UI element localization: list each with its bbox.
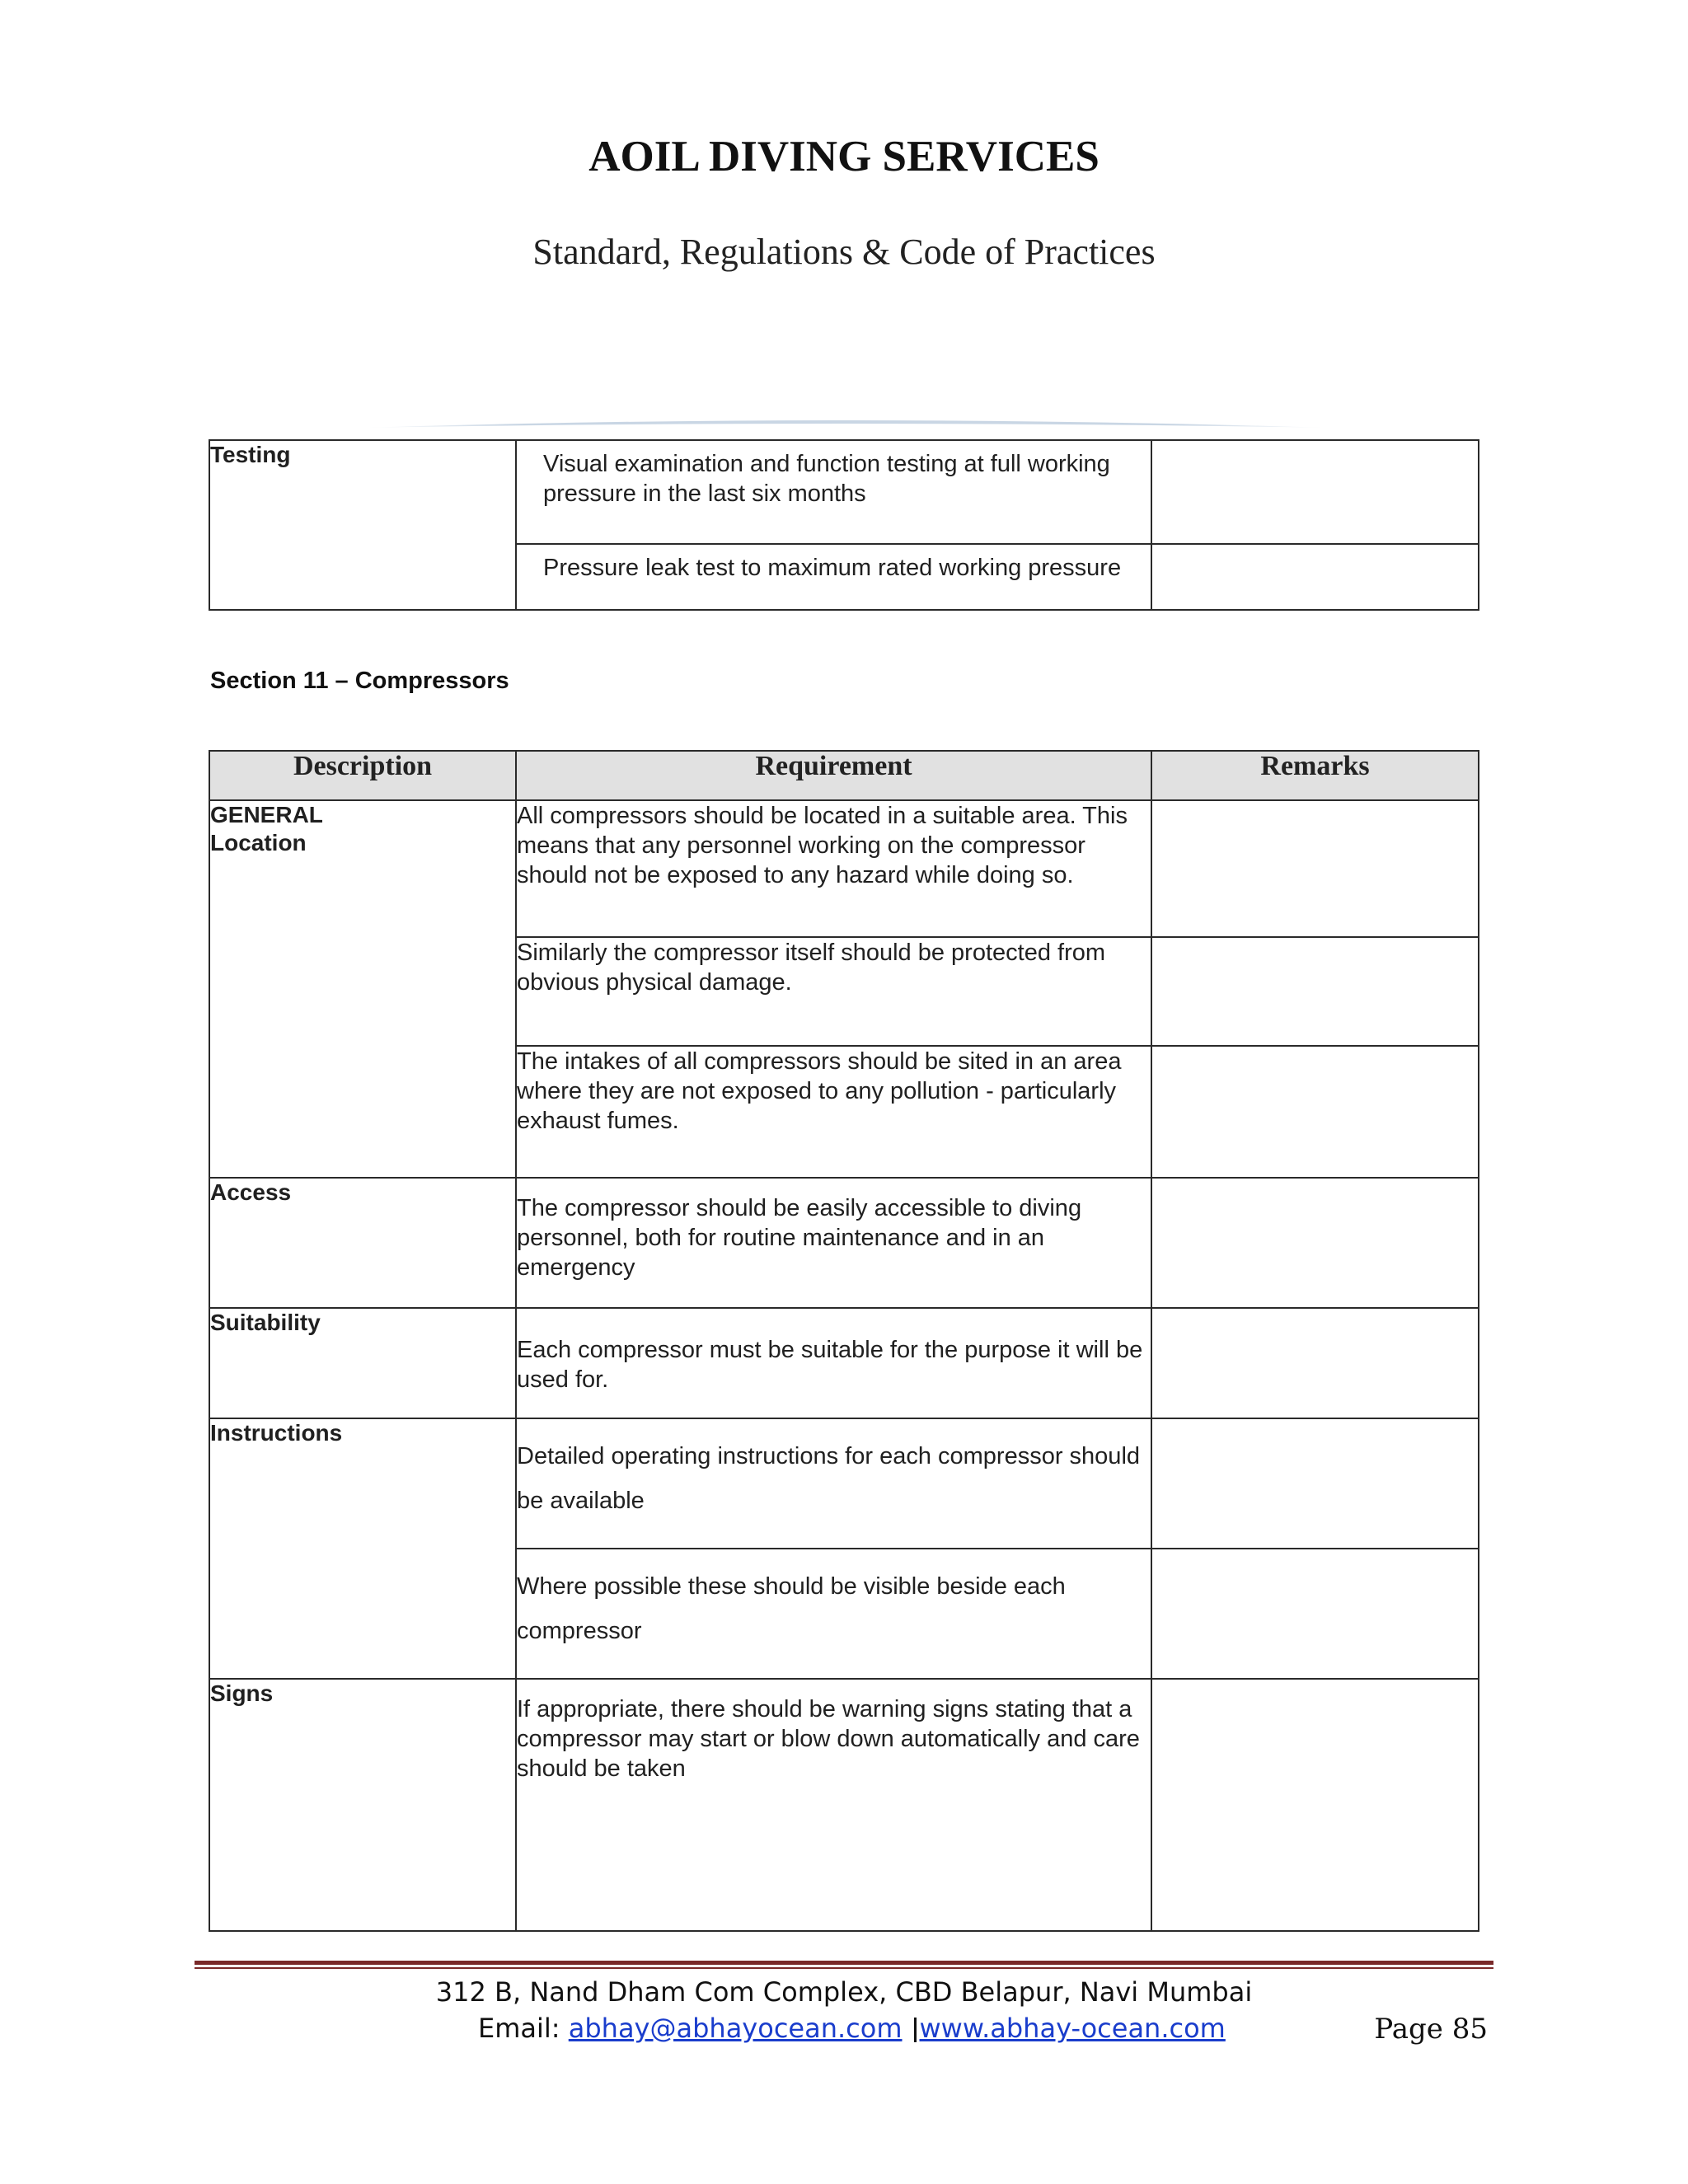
row-description-instructions: Instructions: [209, 1418, 516, 1679]
remarks-cell: [1151, 800, 1479, 937]
remarks-cell: [1151, 1679, 1479, 1931]
row-description-location: GENERAL Location: [209, 800, 516, 1178]
testing-description: Testing: [209, 440, 516, 610]
column-header-remarks: Remarks: [1151, 751, 1479, 800]
requirement-cell: All compressors should be located in a suitable area. This means that any personnel working on the compressor should not be exposed to any hazard while doing so.: [516, 800, 1151, 937]
footer-contact: [478, 2013, 1226, 2044]
requirement-cell: Similarly the compressor itself should be protected from obvious physical damage.: [516, 937, 1151, 1046]
document-subtitle: Standard, Regulations & Code of Practices: [532, 232, 1156, 272]
page-number: Page 85: [1374, 2013, 1488, 2046]
decorative-swoosh: [363, 416, 1327, 429]
email-link[interactable]: abhay@abhayocean.com: [568, 2013, 903, 2044]
remarks-cell: [1151, 1308, 1479, 1418]
column-header-requirement: Requirement: [516, 751, 1151, 800]
requirement-cell: Where possible these should be visible beside each compressor: [516, 1549, 1151, 1679]
requirement-cell: Detailed operating instructions for each compressor should be available: [516, 1418, 1151, 1549]
remarks-cell: [1151, 937, 1479, 1046]
remarks-cell: [1151, 1178, 1479, 1308]
requirement-cell: The intakes of all compressors should be sited in an area where they are not exposed to any pollution - particularly exhaust fumes.: [516, 1046, 1151, 1178]
remarks-cell: [1151, 1549, 1479, 1679]
footer-address: 312 B, Nand Dham Com Complex, CBD Belapur, Navi Mumbai: [435, 1976, 1253, 2008]
separator: [914, 2018, 917, 2042]
testing-requirement: Pressure leak test to maximum rated working pressure: [516, 544, 1151, 610]
email-label: Email:: [478, 2013, 560, 2044]
document-title: AOIL DIVING SERVICES: [588, 133, 1100, 180]
requirement-cell: Each compressor must be suitable for the purpose it will be used for.: [516, 1308, 1151, 1418]
testing-table: [209, 439, 1479, 611]
remarks-cell: [1151, 1046, 1479, 1178]
requirement-cell: The compressor should be easily accessible to diving personnel, both for routine maintenance and in an emergency: [516, 1178, 1151, 1308]
requirement-cell: If appropriate, there should be warning signs stating that a compressor may start or blow down automatically and care should be taken: [516, 1679, 1151, 1931]
column-header-description: Description: [209, 751, 516, 800]
row-description-suitability: Suitability: [209, 1308, 516, 1418]
footer-rule-thin: [195, 1967, 1493, 1969]
remarks-cell: [1151, 544, 1479, 610]
testing-requirement: Visual examination and function testing at full working pressure in the last six months: [516, 440, 1151, 544]
remarks-cell: [1151, 1418, 1479, 1549]
remarks-cell: [1151, 440, 1479, 544]
section-title: Section 11 – Compressors: [210, 668, 509, 694]
row-description-signs: Signs: [209, 1679, 516, 1931]
compressors-table: [209, 750, 1479, 1932]
footer-rule: [195, 1961, 1493, 1965]
row-description-access: Access: [209, 1178, 516, 1308]
website-link[interactable]: www.abhay-ocean.com: [919, 2013, 1226, 2044]
